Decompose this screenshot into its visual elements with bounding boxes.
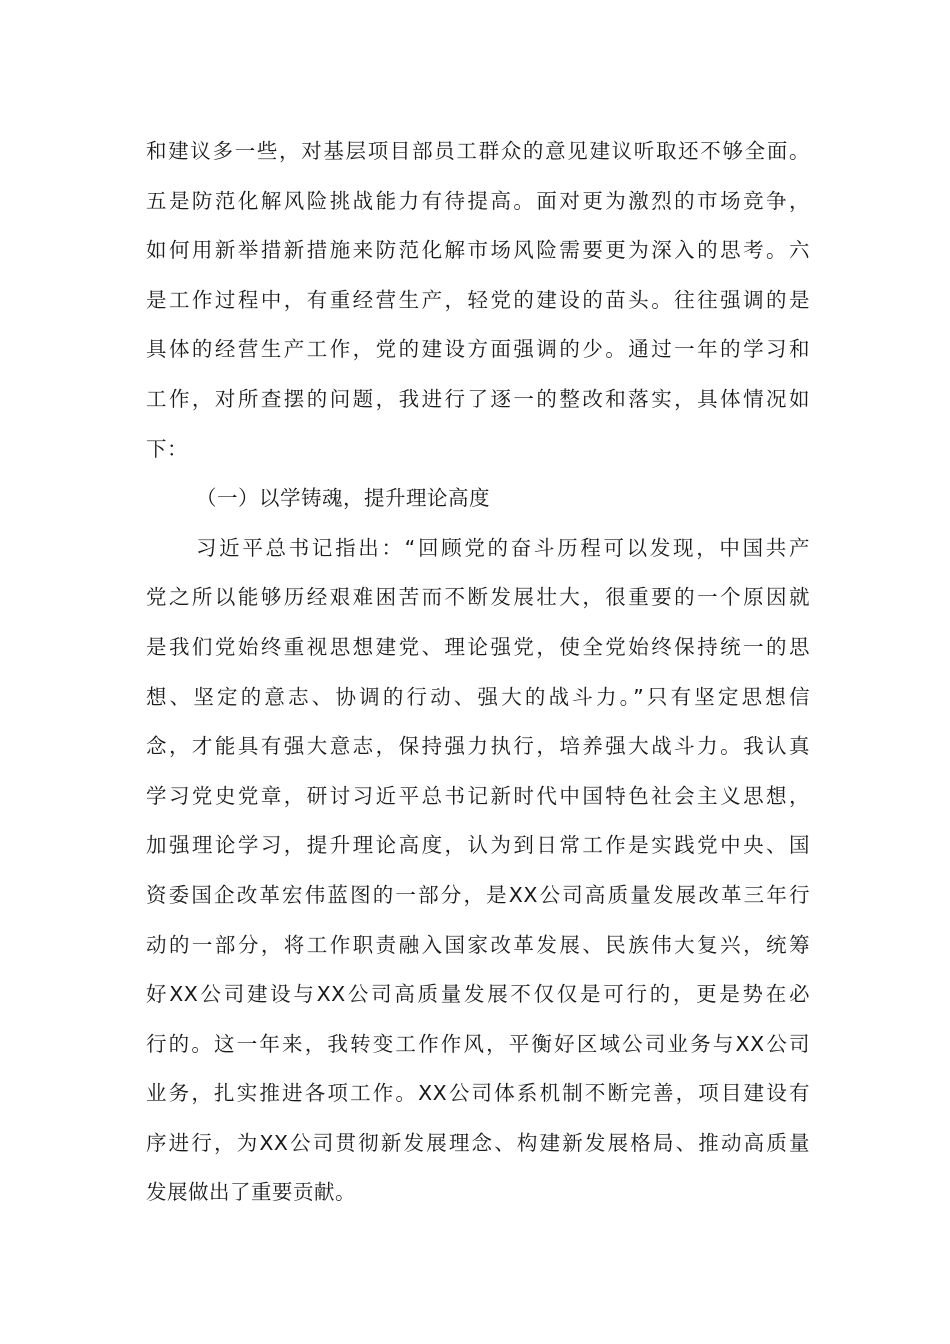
- paragraph-line: 党之所以能够历经艰难困苦而不断发展壮大，很重要的一个原因就: [146, 585, 810, 610]
- paragraph-line: 工作，对所查摆的问题，我进行了逐一的整改和落实，具体情况如: [146, 386, 810, 411]
- paragraph-line: 习近平总书记指出：“回顾党的奋斗历程可以发现，中国共产: [196, 535, 810, 560]
- paragraph-line: 五是防范化解风险挑战能力有待提高。面对更为激烈的市场竞争，: [146, 188, 810, 213]
- paragraph-line: 加强理论学习，提升理论高度，认为到日常工作是实践党中央、国: [146, 833, 810, 858]
- paragraph-line: 发展做出了重要贡献。: [146, 1180, 356, 1205]
- paragraph-line: 下：: [146, 436, 188, 461]
- paragraph-line: 学习党史党章，研讨习近平总书记新时代中国特色社会主义思想，: [146, 783, 810, 808]
- paragraph-line: 是工作过程中，有重经营生产，轻党的建设的苗头。往往强调的是: [146, 287, 810, 312]
- paragraph-line: 业务，扎实推进各项工作。XX公司体系机制不断完善，项目建设有: [146, 1081, 810, 1106]
- paragraph-line: 想、坚定的意志、协调的行动、强大的战斗力。”只有坚定思想信: [146, 684, 810, 709]
- paragraph-line: 念，才能具有强大意志，保持强力执行，培养强大战斗力。我认真: [146, 734, 810, 759]
- paragraph-line: 动的一部分，将工作职责融入国家改革发展、民族伟大复兴，统筹: [146, 932, 810, 957]
- paragraph-line: 是我们党始终重视思想建党、理论强党，使全党始终保持统一的思: [146, 634, 810, 659]
- paragraph-line: 资委国企改革宏伟蓝图的一部分，是XX公司高质量发展改革三年行: [146, 882, 810, 907]
- paragraph-line: 序进行，为XX公司贯彻新发展理念、构建新发展格局、推动高质量: [146, 1130, 810, 1155]
- paragraph-line: 和建议多一些，对基层项目部员工群众的意见建议听取还不够全面。: [146, 139, 810, 163]
- section-heading: （一）以学铸魂，提升理论高度: [196, 486, 490, 511]
- paragraph-line: 行的。这一年来，我转变工作作风，平衡好区域公司业务与XX公司: [146, 1031, 810, 1056]
- document-body: [146, 127, 810, 1218]
- paragraph-line: 具体的经营生产工作，党的建设方面强调的少。通过一年的学习和: [146, 337, 810, 362]
- paragraph-line: 好XX公司建设与XX公司高质量发展不仅仅是可行的，更是势在必: [146, 982, 810, 1007]
- paragraph-line: 如何用新举措新措施来防范化解市场风险需要更为深入的思考。六: [146, 238, 810, 263]
